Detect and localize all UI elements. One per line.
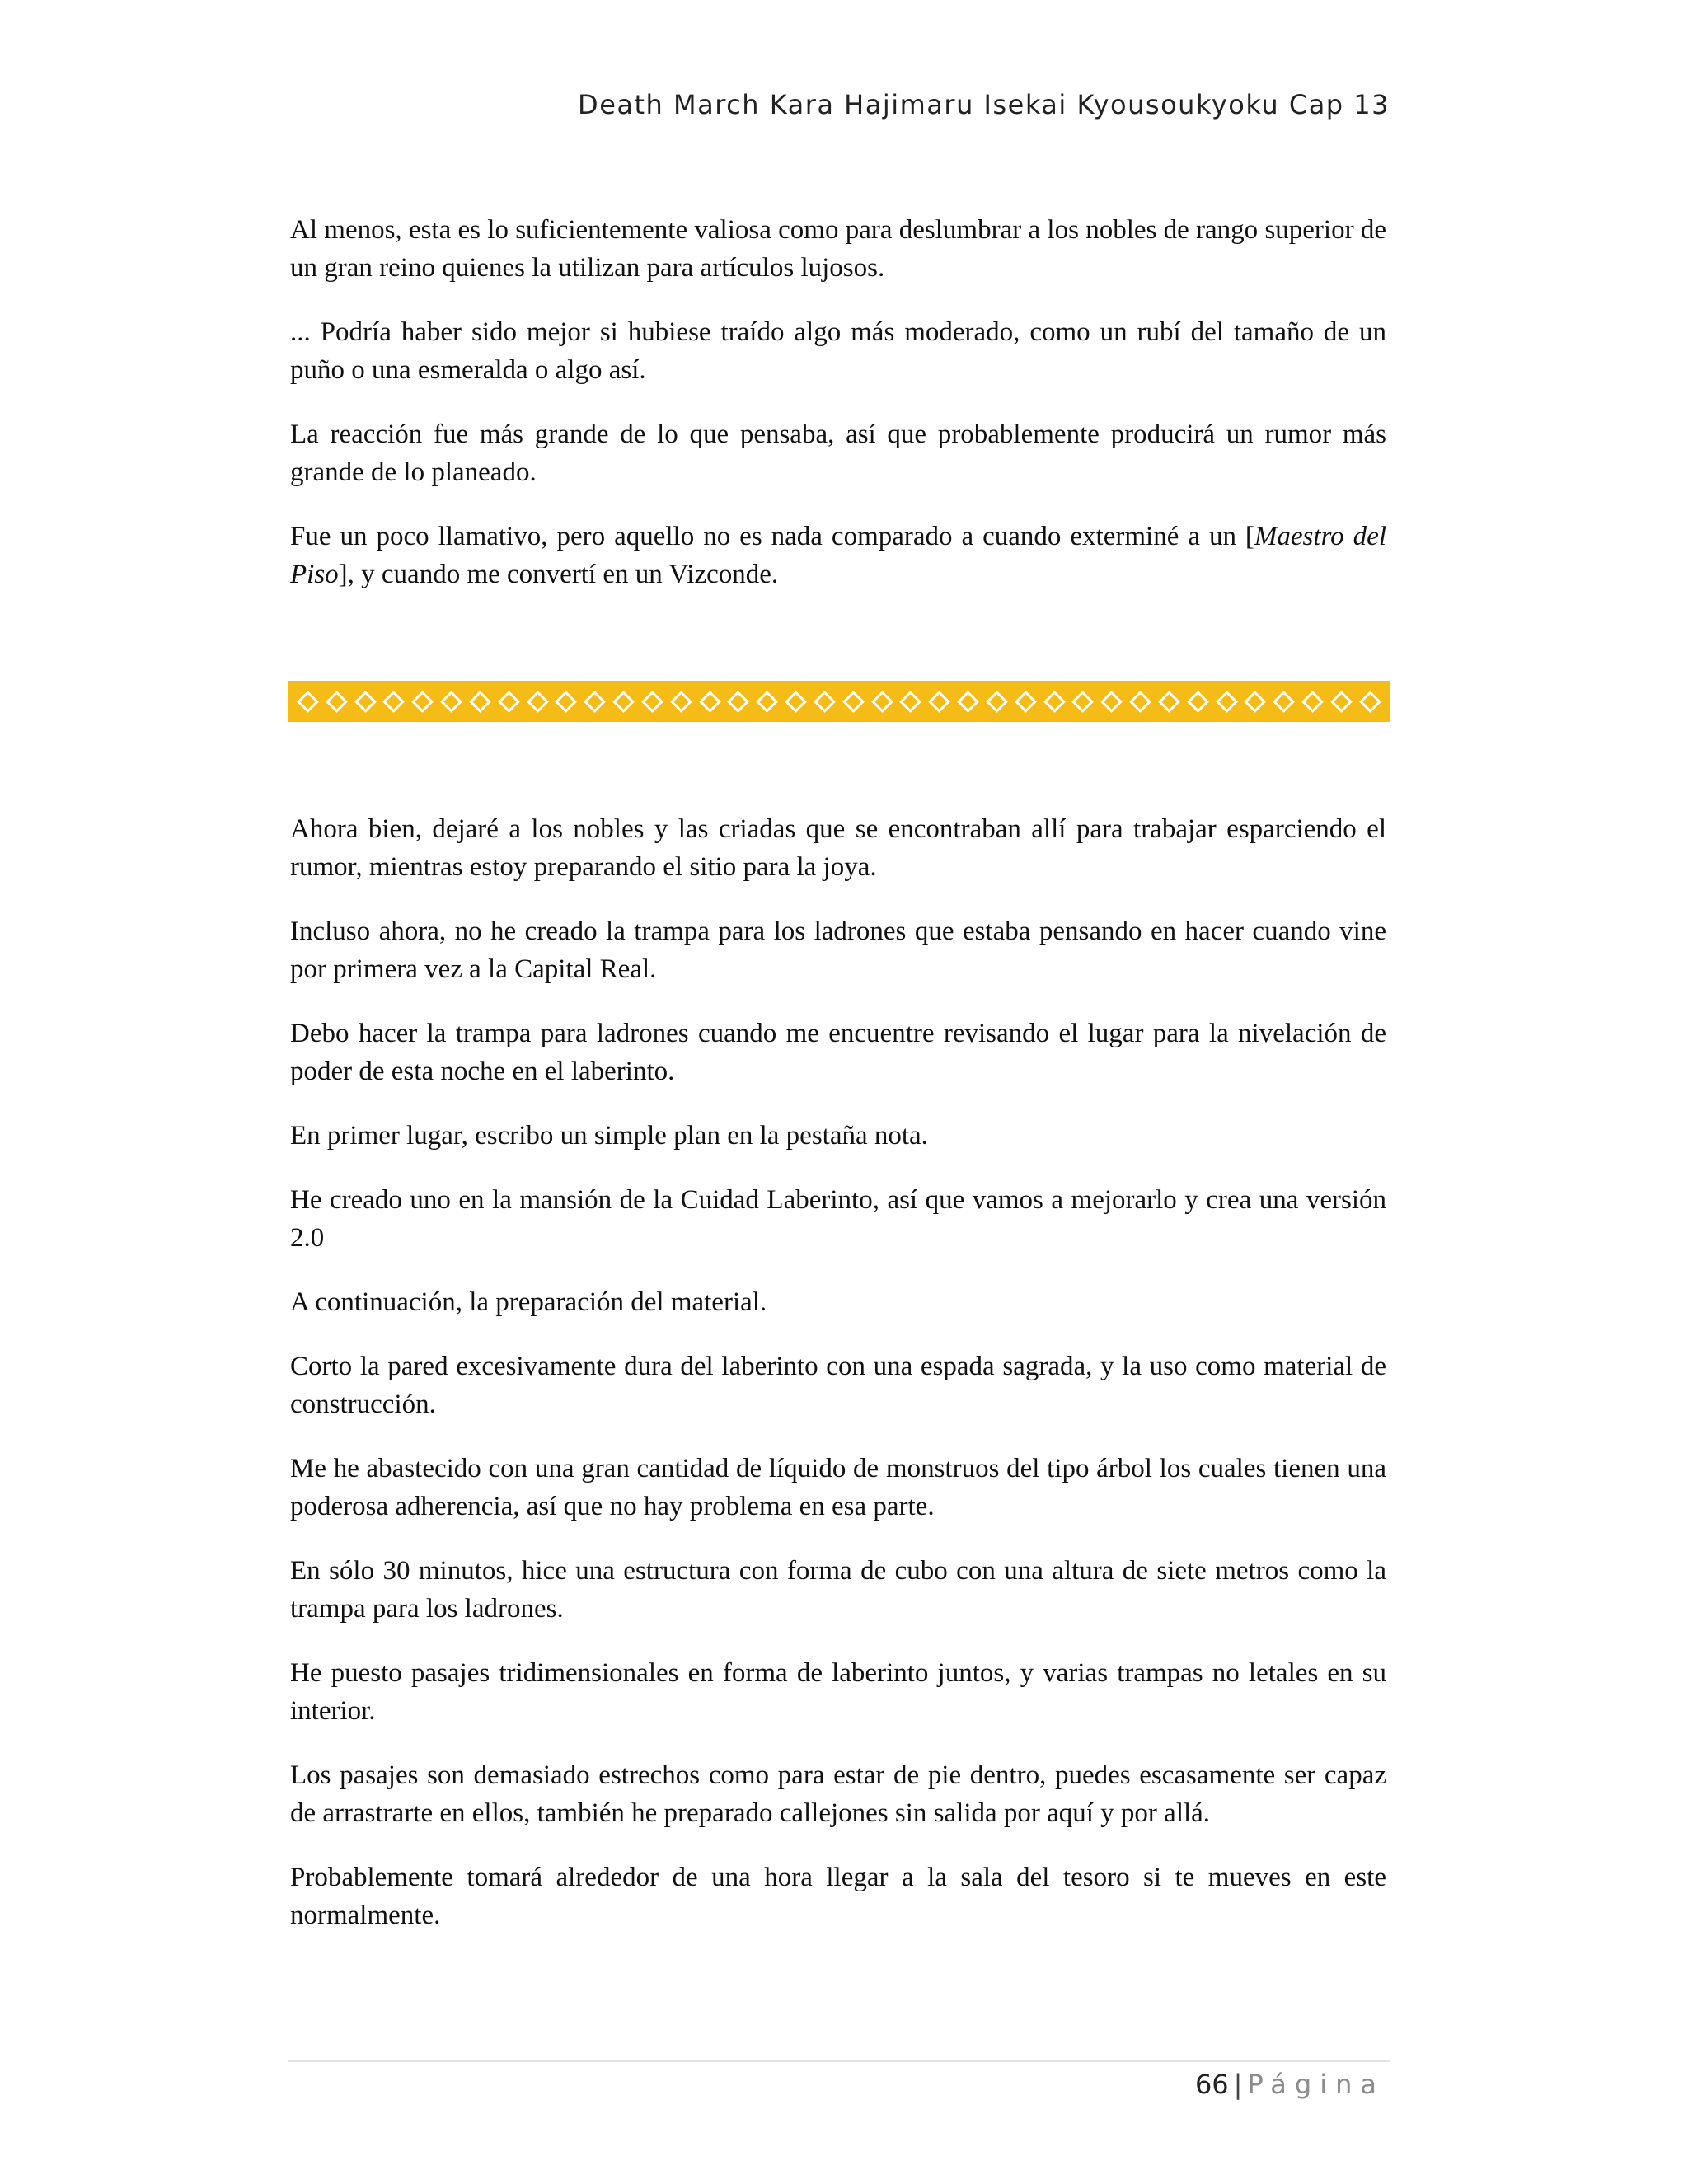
paragraph: ... Podría haber sido mejor si hubiese traído algo más moderado, como un rubí del tamaño de un puño o una esmeralda o algo así. <box>290 317 1386 385</box>
diamond-ornament-icon <box>1043 691 1066 713</box>
paragraph: Ahora bien, dejaré a los nobles y las criadas que se encontraban allí para trabajar esparciendo el rumor, mientras estoy preparando el sitio para la joya. <box>290 814 1386 882</box>
page-number: 66 <box>1194 2069 1229 2100</box>
paragraph-text: ], y cuando me convertí en un Vizconde. <box>338 560 779 589</box>
diamond-ornament-icon <box>842 691 865 713</box>
diamond-ornament-icon <box>584 691 606 713</box>
diamond-ornament-icon <box>297 691 319 713</box>
diamond-ornament-icon <box>727 691 749 713</box>
diamond-ornament-icon <box>556 691 578 713</box>
diamond-ornament-icon <box>785 691 807 713</box>
page-footer <box>288 2069 1390 2100</box>
paragraph: Probablemente tomará alrededor de una hora llegar a la sala del tesoro si te mueves en este normalmente. <box>290 1863 1386 1930</box>
diamond-ornament-icon <box>1187 691 1209 713</box>
diamond-ornament-icon <box>1359 691 1381 713</box>
diamond-ornament-icon <box>1273 691 1295 713</box>
paragraph: Los pasajes son demasiado estrechos como para estar de pie dentro, puedes escasamente ser capaz de arrastrarte en ellos, también he preparado callejones sin salida por aquí y por allá. <box>290 1760 1386 1828</box>
paragraph: Al menos, esta es lo suficientemente valiosa como para deslumbrar a los nobles de rango superior de un gran reino quienes la utilizan para artículos lujosos. <box>290 215 1386 283</box>
diamond-ornament-icon <box>469 691 491 713</box>
italic-term: Maestro del Piso <box>290 522 1386 589</box>
diamond-ornament-icon <box>871 691 893 713</box>
paragraph: A continuación, la preparación del material. <box>290 1287 767 1317</box>
diamond-ornament-icon <box>383 691 406 713</box>
diamond-ornament-icon <box>641 691 663 713</box>
paragraph: La reacción fue más grande de lo que pensaba, así que probablemente producirá un rumor más grande de lo planeado. <box>290 419 1386 487</box>
diamond-ornament-icon <box>957 691 979 713</box>
diamond-ornament-icon <box>1216 691 1238 713</box>
diamond-ornament-icon <box>1129 691 1151 713</box>
section-one <box>290 211 1386 593</box>
diamond-ornament-icon <box>411 691 434 713</box>
paragraph-text: Fue un poco llamativo, pero aquello no es nada comparado a cuando exterminé a un [ <box>290 522 1254 551</box>
diamond-ornament-icon <box>612 691 635 713</box>
diamond-ornament-icon <box>527 691 549 713</box>
paragraph: Debo hacer la trampa para ladrones cuando me encuentre revisando el lugar para la nivelación de poder de esta noche en el laberinto. <box>290 1019 1386 1086</box>
diamond-ornament-icon <box>1330 691 1353 713</box>
paragraph: Corto la pared excesivamente dura del laberinto con una espada sagrada, y la uso como material de construcción. <box>290 1352 1386 1419</box>
footer-rule <box>288 2060 1390 2062</box>
diamond-ornament-icon <box>1158 691 1180 713</box>
paragraph: Incluso ahora, no he creado la trampa para los ladrones que estaba pensando en hacer cuando vine por primera vez a la Capital Real. <box>290 916 1386 984</box>
diamond-ornament-icon <box>354 691 377 713</box>
diamond-ornament-icon <box>814 691 836 713</box>
page-label: Página <box>1247 2069 1385 2100</box>
diamond-ornament-icon <box>928 691 950 713</box>
paragraph: En primer lugar, escribo un simple plan en la pestaña nota. <box>290 1121 928 1151</box>
paragraph: He puesto pasajes tridimensionales en forma de laberinto juntos, y varias trampas no letales en su interior. <box>290 1658 1386 1726</box>
diamond-ornament-icon <box>899 691 921 713</box>
diamond-ornament-icon <box>440 691 462 713</box>
diamond-ornament-icon <box>986 691 1008 713</box>
paragraph <box>290 518 1386 593</box>
section-divider <box>288 681 1390 722</box>
diamond-ornament-icon <box>498 691 520 713</box>
diamond-ornament-icon <box>756 691 778 713</box>
diamond-ornament-icon <box>1100 691 1123 713</box>
paragraph: Me he abastecido con una gran cantidad de líquido de monstruos del tipo árbol los cuales tienen una poderosa adherencia, así que no hay problema en esa parte. <box>290 1454 1386 1521</box>
diamond-ornament-icon <box>670 691 692 713</box>
paragraph: He creado uno en la mansión de la Cuidad Laberinto, así que vamos a mejorarlo y crea una versión 2.0 <box>290 1185 1386 1253</box>
running-header: Death March Kara Hajimaru Isekai Kyousoukyoku Cap 13 <box>578 89 1390 120</box>
footer-separator: | <box>1233 2069 1243 2100</box>
diamond-ornament-icon <box>1244 691 1266 713</box>
diamond-ornament-icon <box>1301 691 1324 713</box>
diamond-ornament-icon <box>326 691 348 713</box>
section-two <box>290 810 1386 1934</box>
diamond-ornament-icon <box>1071 691 1094 713</box>
paragraph: En sólo 30 minutos, hice una estructura con forma de cubo con una altura de siete metros como la trampa para los ladrones. <box>290 1556 1386 1624</box>
diamond-ornament-icon <box>1015 691 1037 713</box>
diamond-ornament-icon <box>699 691 721 713</box>
